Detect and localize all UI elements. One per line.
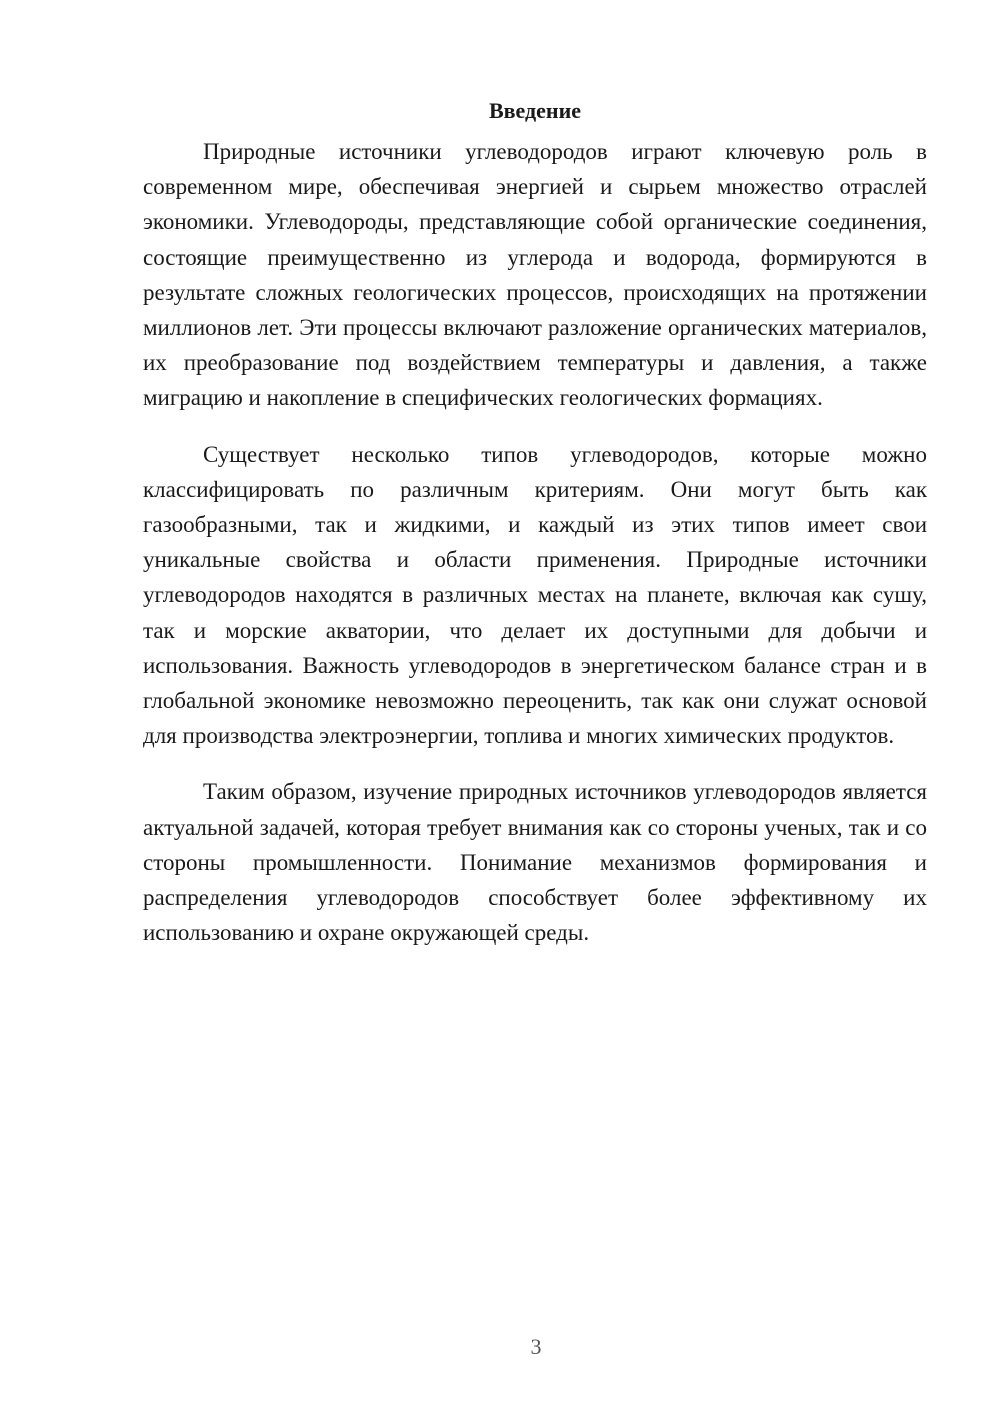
page-content [143, 96, 927, 950]
paragraph-3: Таким образом, изучение природных источников углеводородов является актуальной задачей, которая требует внимания как со стороны ученых, так и со стороны промышленности. Понимание механизмов формирования и распределения углеводородов способствует более эффективному их использованию и охране окружающей среды. [143, 779, 927, 946]
page-number: 3 [530, 1334, 542, 1359]
paragraph-1: Природные источники углеводородов играют ключевую роль в современном мире, обеспечивая энергией и сырьем множество отраслей экономики. Углеводороды, представляющие собой органические соединения, состоящие преимущественно из углерода и водорода, формируются в результате сложных геологических процессов, происходящих на протяжении миллионов лет. Эти процессы включают разложение органических материалов, их преобразование под воздействием температуры и давления, а также миграцию и накопление в специфических геологических формациях. [143, 139, 927, 411]
section-title: Введение [488, 98, 582, 123]
paragraph-2: Существует несколько типов углеводородов, которые можно классифицировать по различным критериям. Они могут быть как газообразными, так и жидкими, и каждый из этих типов имеет свои уникальные свойства и области применения. Природные источники углеводородов находятся в различных местах на планете, включая как сушу, так и морские акватории, что делает их доступными для добычи и использования. Важность углеводородов в энергетическом балансе стран и в глобальной экономике невозможно переоценить, так как они служат основой для производства электроэнергии, топлива и многих химических продуктов. [143, 441, 927, 749]
